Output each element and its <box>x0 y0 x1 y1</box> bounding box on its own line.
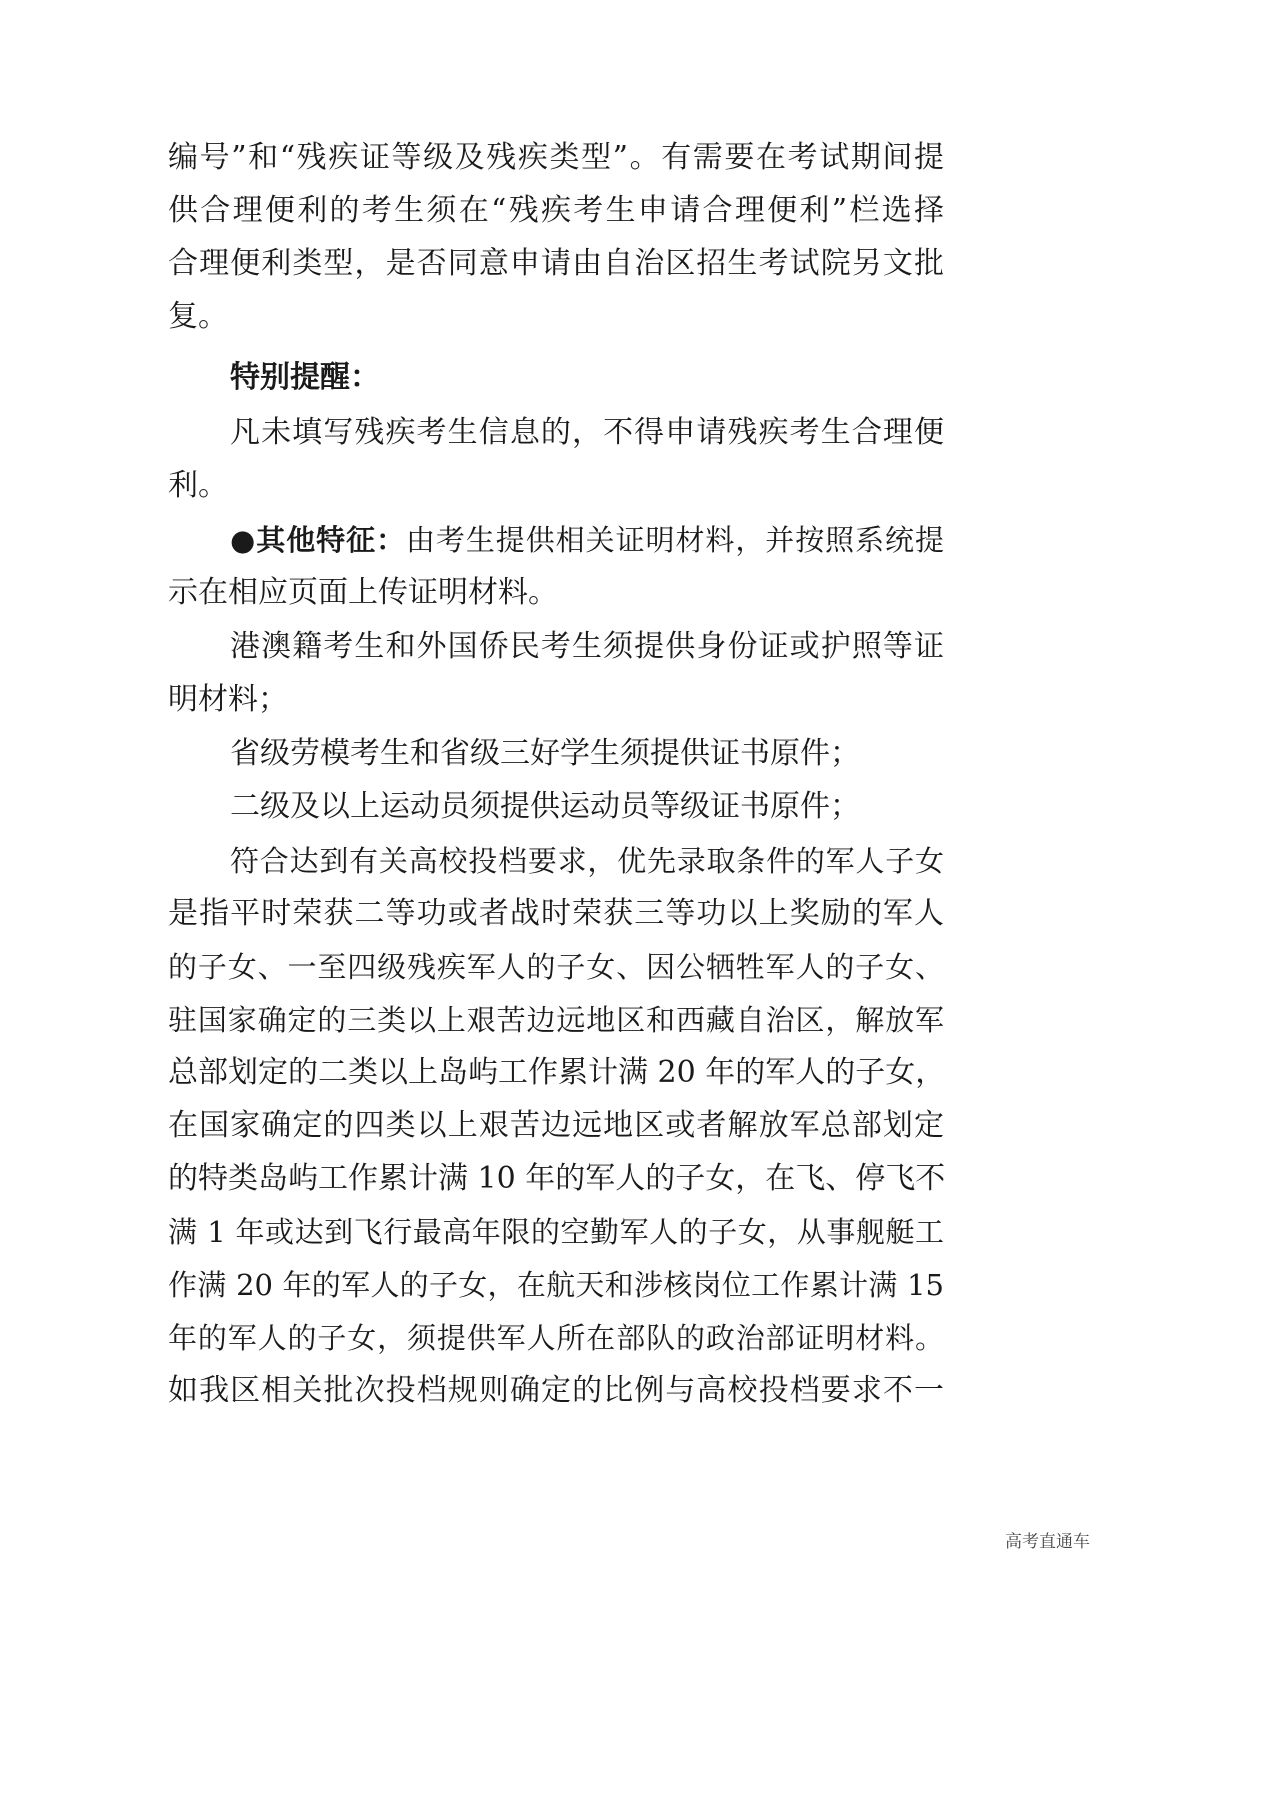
text-line: 示在相应页面上传证明材料。 <box>168 575 558 610</box>
source-watermark: 高考直通车 <box>1005 1532 1090 1552</box>
text-line: 二级及以上运动员须提供运动员等级证书原件； <box>230 789 860 824</box>
other-features-heading: ●其他特征： <box>230 523 406 557</box>
text-line: 是指平时荣获二等功或者战时荣获三等功以上奖励的军人 <box>168 896 944 931</box>
text-line: 凡未填写残疾考生信息的，不得申请残疾考生合理便 <box>230 415 944 450</box>
text-line: 的特类岛屿工作累计满 10 年的军人的子女，在飞、停飞不 <box>168 1161 946 1196</box>
special-reminder-heading: 特别提醒： <box>230 360 380 395</box>
text-line: 符合达到有关高校投档要求，优先录取条件的军人子女 <box>230 844 944 878</box>
text-line: 驻国家确定的三类以上艰苦边远地区和西藏自治区，解放军 <box>168 1003 944 1037</box>
text-line: 供合理便利的考生须在“残疾考生申请合理便利”栏选择 <box>168 193 944 228</box>
text-line: 总部划定的二类以上岛屿工作累计满 20 年的军人的子女， <box>168 1055 946 1090</box>
text-line: 港澳籍考生和外国侨民考生须提供身份证或护照等证 <box>230 629 944 664</box>
other-features-paragraph <box>230 520 944 560</box>
text-line: 利。 <box>168 468 228 503</box>
text-line: 编号”和“残疾证等级及残疾类型”。有需要在考试期间提 <box>168 140 944 175</box>
text-line: 年的军人的子女，须提供军人所在部队的政治部证明材料。 <box>168 1321 944 1355</box>
text-span: 由考生提供相关证明材料，并按照系统提 <box>405 523 944 557</box>
text-line: 明材料； <box>168 682 288 717</box>
text-line: 合理便利类型，是否同意申请由自治区招生考试院另文批 <box>168 246 944 281</box>
text-line: 省级劳模考生和省级三好学生须提供证书原件； <box>230 736 860 771</box>
text-line: 满 1 年或达到飞行最高年限的空勤军人的子女，从事舰艇工 <box>168 1215 944 1249</box>
text-line: 如我区相关批次投档规则确定的比例与高校投档要求不一 <box>168 1373 944 1408</box>
text-line: 复。 <box>168 299 228 334</box>
text-line: 作满 20 年的军人的子女，在航天和涉核岗位工作累计满 15 <box>168 1268 944 1302</box>
text-line: 的子女、一至四级残疾军人的子女、因公牺牲军人的子女、 <box>168 950 944 984</box>
text-line: 在国家确定的四类以上艰苦边远地区或者解放军总部划定 <box>168 1108 944 1143</box>
